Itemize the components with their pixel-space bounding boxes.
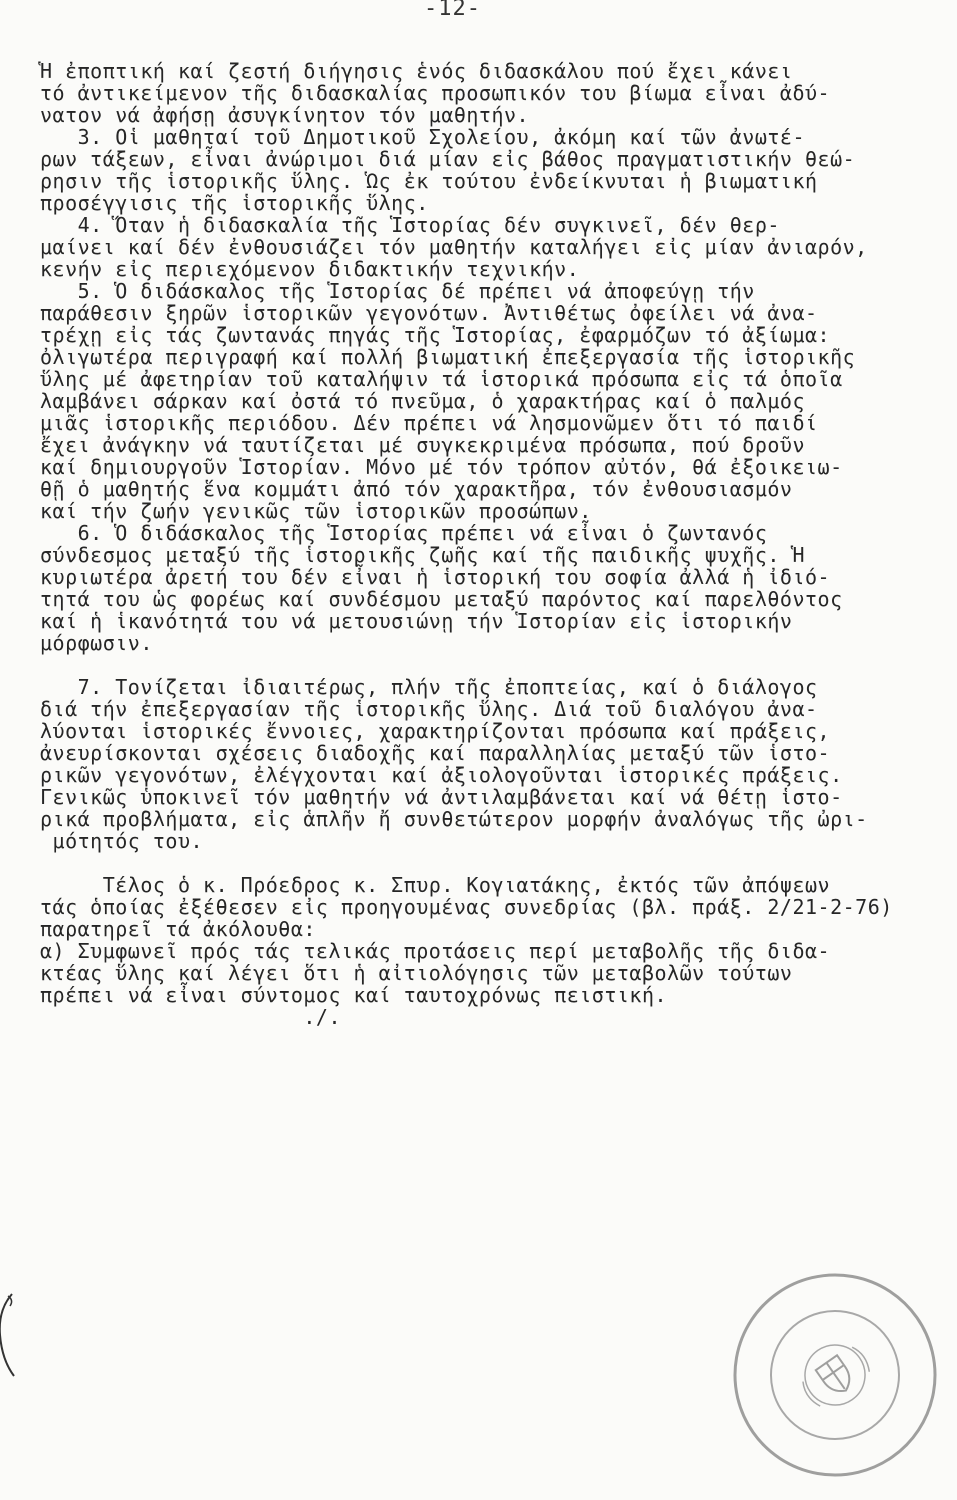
text-line: νατον νά ἀφήσῃ ἀσυγκίνητον τόν μαθητήν. — [40, 103, 530, 127]
text-line: ρων τάξεων, εἶναι ἀνώριμοι διά μίαν εἰς βάθος πραγματιστικήν θεώ- — [40, 147, 856, 171]
text-line: διά τήν ἐπεξεργασίαν τῆς ἱστορικῆς ὕλης. Διά τοῦ διαλόγου ἀνα- — [40, 697, 818, 721]
text-line: κενήν εἰς περιεχόμενον διδακτικήν τεχνικήν. — [40, 257, 580, 281]
text-line: μιᾶς ἱστορικῆς περιόδου. Δέν πρέπει νά λησμονῶμεν ὅτι τό παιδί — [40, 411, 818, 435]
text-line: θῇ ὁ μαθητής ἕνα κομμάτι ἀπό τόν χαρακτῆρα, τόν ἐνθουσιασμόν — [40, 477, 793, 501]
text-line: παράθεσιν ξηρῶν ἱστορικῶν γεγονότων. Ἀντιθέτως ὀφείλει νά ἀνα- — [40, 301, 818, 325]
text-line: κτέας ὕλης καί λέγει ὅτι ἡ αἰτιολόγησις τῶν μεταβολῶν τούτων — [40, 961, 793, 985]
text-line: λαμβάνει σάρκαν καί ὀστά τό πνεῦμα, ὁ χαρακτήρας καί ὁ παλμός — [40, 389, 806, 413]
text-line: τό ἀντικείμενον τῆς διδασκαλίας προσωπικόν του βίωμα εἶναι ἀδύ- — [40, 81, 831, 105]
text-line: ρικά προβλήματα, εἰς ἁπλῆν ἤ συνθετώτερον μορφήν ἀναλόγως τῆς ὠρι- — [40, 807, 868, 831]
text-line: καί ἡ ἱκανότητά του νά μετουσιώνῃ τήν Ἱστορίαν εἰς ἱστορικήν — [40, 609, 793, 633]
text-line: κυριωτέρα ἀρετή του δέν εἶναι ἡ ἱστορική του σοφία ἀλλά ἡ ἰδιό- — [40, 565, 831, 589]
text-line: 7. Τονίζεται ἰδιαιτέρως, πλήν τῆς ἐποπτείας, καί ὁ διάλογος — [40, 675, 818, 699]
text-line: πρέπει νά εἶναι σύντομος καί ταυτοχρόνως πειστική. — [40, 983, 668, 1007]
text-line — [40, 654, 920, 676]
official-stamp-seal — [710, 1250, 957, 1500]
text-line: παρατηρεῖ τά ἀκόλουθα: — [40, 917, 316, 941]
text-line: λύονται ἱστορικές ἔννοιες, χαρακτηρίζονται πρόσωπα καί πράξεις, — [40, 719, 831, 743]
text-line: 5. Ὁ διδάσκαλος τῆς Ἱστορίας δέ πρέπει νά ἀποφεύγῃ τήν — [40, 279, 755, 303]
text-line: α) Συμφωνεῖ πρός τάς τελικάς προτάσεις περί μεταβολῆς τῆς διδα- — [40, 939, 831, 963]
text-line: τάς ὁποίας ἐξέθεσεν εἰς προηγουμένας συνεδρίας (βλ. πράξ. 2/21-2-76) — [40, 895, 893, 919]
page-number: -12- — [424, 0, 481, 21]
text-line: ἀνευρίσκονται σχέσεις διαδοχῆς καί παραλληλίας μεταξύ τῶν ἱστο- — [40, 741, 831, 765]
text-line: σύνδεσμος μεταξύ τῆς ἱστορικῆς ζωῆς καί τῆς παιδικῆς ψυχῆς. Ἡ — [40, 543, 806, 567]
text-line: τητά του ὡς φορέως καί συνδέσμου μεταξύ παρόντος καί παρελθόντος — [40, 587, 843, 611]
text-line: 4. Ὅταν ἡ διδασκαλία τῆς Ἱστορίας δέν συγκινεῖ, δέν θερ- — [40, 213, 780, 237]
text-line: προσέγγισις τῆς ἱστορικῆς ὕλης. — [40, 191, 429, 215]
text-line: ὕλης μέ ἀφετηρίαν τοῦ καταλήψιν τά ἱστορικά πρόσωπα εἰς τά ὁποῖα — [40, 367, 843, 391]
text-line: τρέχῃ εἰς τάς ζωντανάς πηγάς τῆς Ἱστορίας, ἐφαρμόζων τό ἀξίωμα: — [40, 323, 831, 347]
text-line: ρικῶν γεγονότων, ἐλέγχονται καί ἀξιολογοῦνται ἱστορικές πράξεις. — [40, 763, 843, 787]
text-line: ρησιν τῆς ἱστορικῆς ὕλης. Ὡς ἐκ τούτου ἐνδείκνυται ἡ βιωματική — [40, 169, 818, 193]
text-line: μόρφωσιν. — [40, 631, 153, 655]
text-line: καί τήν ζωήν γενικῶς τῶν ἱστορικῶν προσώπων. — [40, 499, 592, 523]
text-line: ./. — [40, 1005, 341, 1029]
text-line: καί δημιουργοῦν Ἱστορίαν. Μόνο μέ τόν τρόπον αὐτόν, θά ἐξοικειω- — [40, 455, 843, 479]
text-line: Ἡ ἐποπτική καί ζεστή διήγησις ἑνός διδασκάλου πού ἔχει κάνει — [40, 59, 793, 83]
text-line: Γενικῶς ὑποκινεῖ τόν μαθητήν νά ἀντιλαμβάνεται καί νά θέτῃ ἱστο- — [40, 785, 843, 809]
text-line: μότητός του. — [40, 829, 204, 853]
text-line: 6. Ὁ διδάσκαλος τῆς Ἱστορίας πρέπει νά εἶναι ὁ ζωντανός — [40, 521, 768, 545]
typed-document-body — [40, 60, 920, 1028]
margin-bracket-mark — [0, 1290, 24, 1380]
text-line: ἔχει ἀνάγκην νά ταυτίζεται μέ συγκεκριμένα πρόσωπα, πού δροῦν — [40, 433, 806, 457]
text-line: 3. Οἱ μαθηταί τοῦ Δημοτικοῦ Σχολείου, ἀκόμη καί τῶν ἀνωτέ- — [40, 125, 806, 149]
text-line: ὀλιγωτέρα περιγραφή καί πολλή βιωματική ἐπεξεργασία τῆς ἱστορικῆς — [40, 345, 856, 369]
text-line: μαίνει καί δέν ἐνθουσιάζει τόν μαθητήν καταλήγει εἰς μίαν ἀνιαρόν, — [40, 235, 868, 259]
text-line — [40, 852, 920, 874]
text-line: Τέλος ὁ κ. Πρόεδρος κ. Σπυρ. Κογιατάκης, ἐκτός τῶν ἀπόψεων — [40, 873, 831, 897]
